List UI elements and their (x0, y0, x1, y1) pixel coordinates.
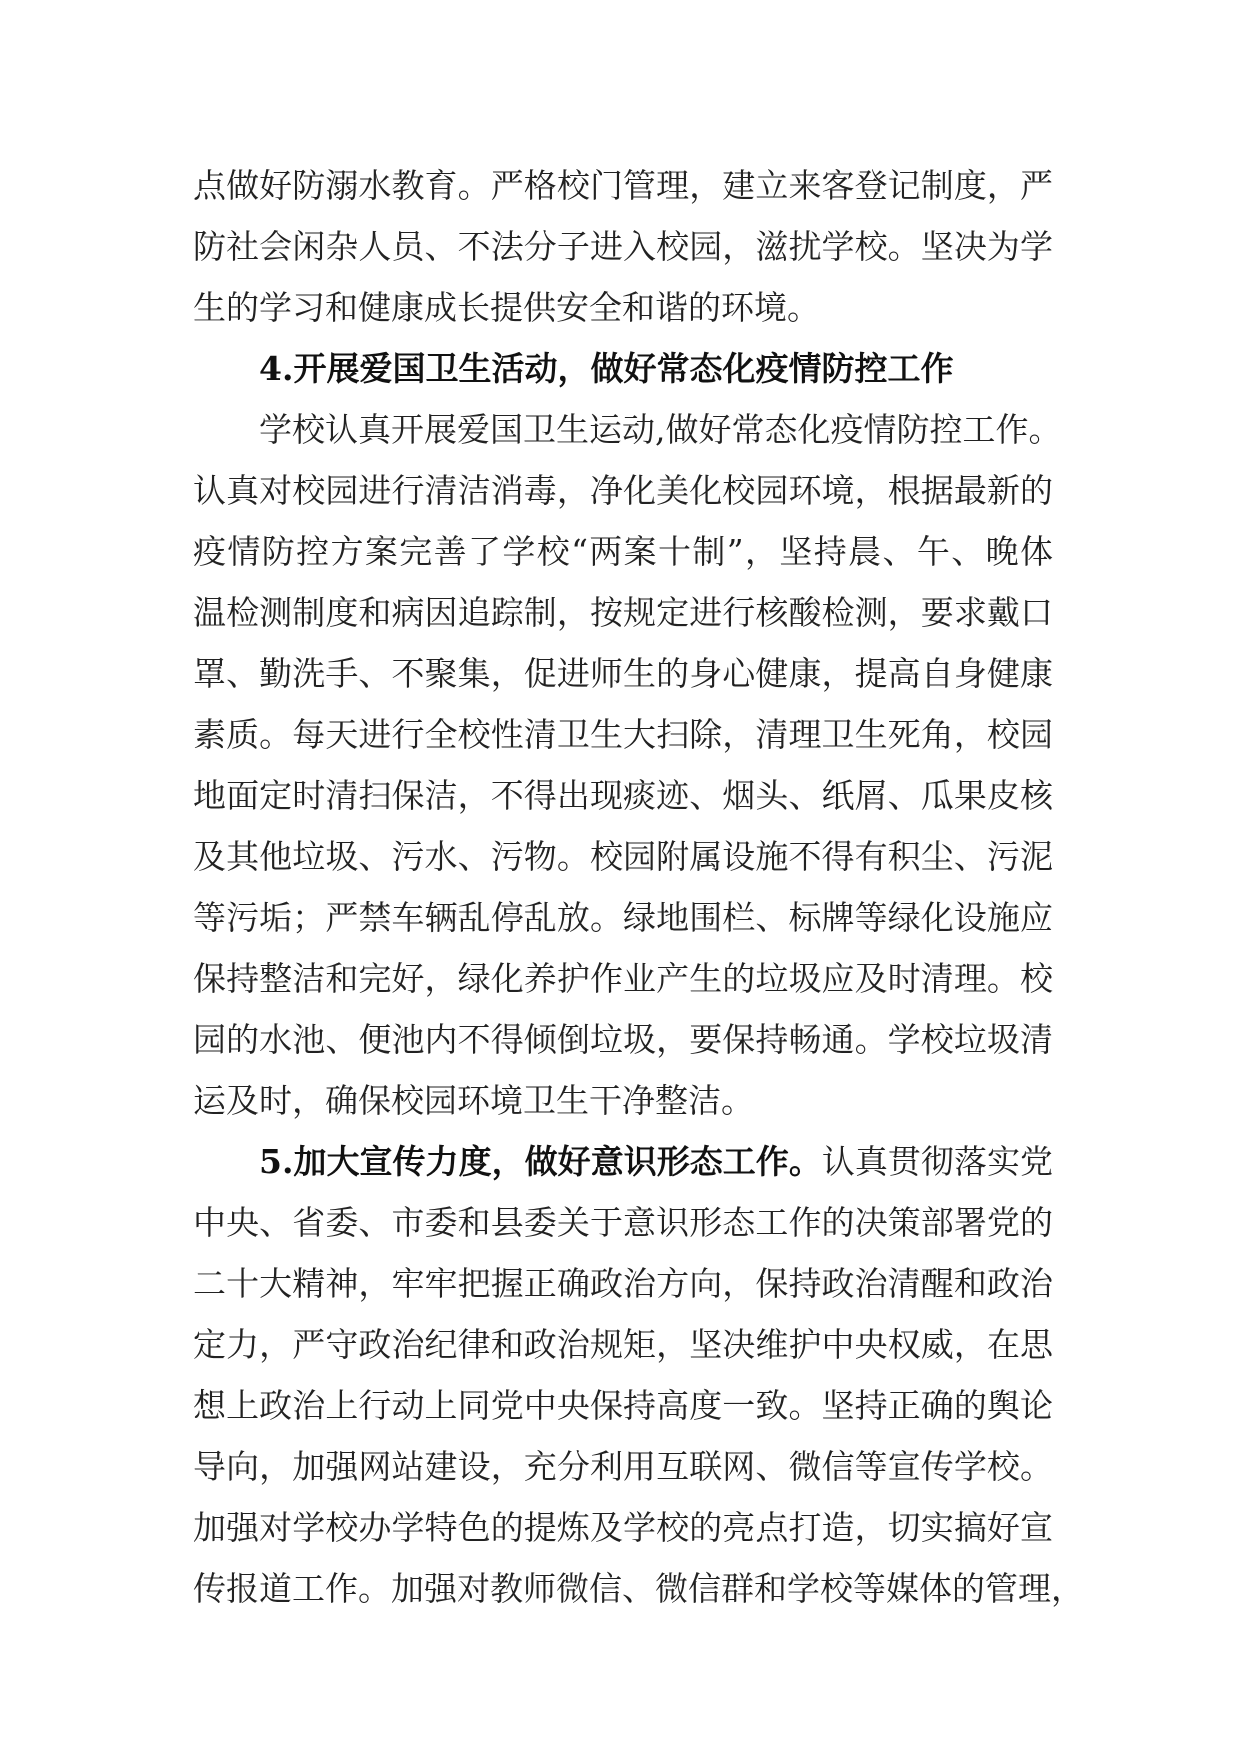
paragraph-line: 素质。每天进行全校性清卫生大扫除，清理卫生死角，校园 (193, 715, 1053, 754)
document-body (193, 155, 1084, 1619)
paragraph-line: 地面定时清扫保洁，不得出现痰迹、烟头、纸屑、瓜果皮核 (193, 776, 1053, 815)
paragraph-line: 想上政治上行动上同党中央保持高度一致。坚持正确的舆论 (193, 1386, 1053, 1425)
paragraph-line: 保持整洁和完好，绿化养护作业产生的垃圾应及时清理。校 (193, 959, 1053, 998)
paragraph-line: 加强对学校办学特色的提炼及学校的亮点打造，切实搞好宣 (193, 1508, 1053, 1547)
paragraph-line: 学校认真开展爱国卫生运动,做好常态化疫情防控工作。 (259, 410, 1062, 449)
paragraph-line: 点做好防溺水教育。严格校门管理，建立来客登记制度，严 (193, 166, 1053, 205)
paragraph-line: 二十大精神，牢牢把握正确政治方向，保持政治清醒和政治 (193, 1264, 1053, 1303)
paragraph-line: 罩、勤洗手、不聚集，促进师生的身心健康，提高自身健康 (193, 654, 1053, 693)
paragraph-line: 运及时，确保校园环境卫生干净整洁。 (193, 1081, 754, 1120)
paragraph-line: 定力，严守政治纪律和政治规矩，坚决维护中央权威，在思 (193, 1325, 1053, 1364)
section-5-lead-text: 认真贯彻落实党 (821, 1142, 1054, 1181)
section-heading-4: 4.开展爱国卫生活动，做好常态化疫情防控工作 (259, 349, 954, 388)
paragraph-line: 及其他垃圾、污水、污物。校园附属设施不得有积尘、污泥 (193, 837, 1053, 876)
paragraph-line: 温检测制度和病因追踪制，按规定进行核酸检测，要求戴口 (193, 593, 1053, 632)
paragraph-line: 生的学习和健康成长提供安全和谐的环境。 (193, 288, 820, 327)
paragraph-line: 导向，加强网站建设，充分利用互联网、微信等宣传学校。 (193, 1447, 1053, 1486)
paragraph-line: 防社会闲杂人员、不法分子进入校园，滋扰学校。坚决为学 (193, 227, 1053, 266)
paragraph-line: 认真对校园进行清洁消毒，净化美化校园环境，根据最新的 (193, 471, 1053, 510)
paragraph-line: 疫情防控方案完善了学校“两案十制”，坚持晨、午、晚体 (193, 532, 1053, 571)
section-5-lead-line (193, 1131, 1053, 1192)
paragraph-line: 等污垢；严禁车辆乱停乱放。绿地围栏、标牌等绿化设施应 (193, 898, 1053, 937)
section-heading-5: 5.加大宣传力度，做好意识形态工作。 (259, 1142, 822, 1181)
paragraph-line: 传报道工作。加强对教师微信、微信群和学校等媒体的管理， (193, 1569, 1084, 1608)
paragraph-line: 园的水池、便池内不得倾倒垃圾，要保持畅通。学校垃圾清 (193, 1020, 1053, 1059)
paragraph-line: 中央、省委、市委和县委关于意识形态工作的决策部署党的 (193, 1203, 1053, 1242)
